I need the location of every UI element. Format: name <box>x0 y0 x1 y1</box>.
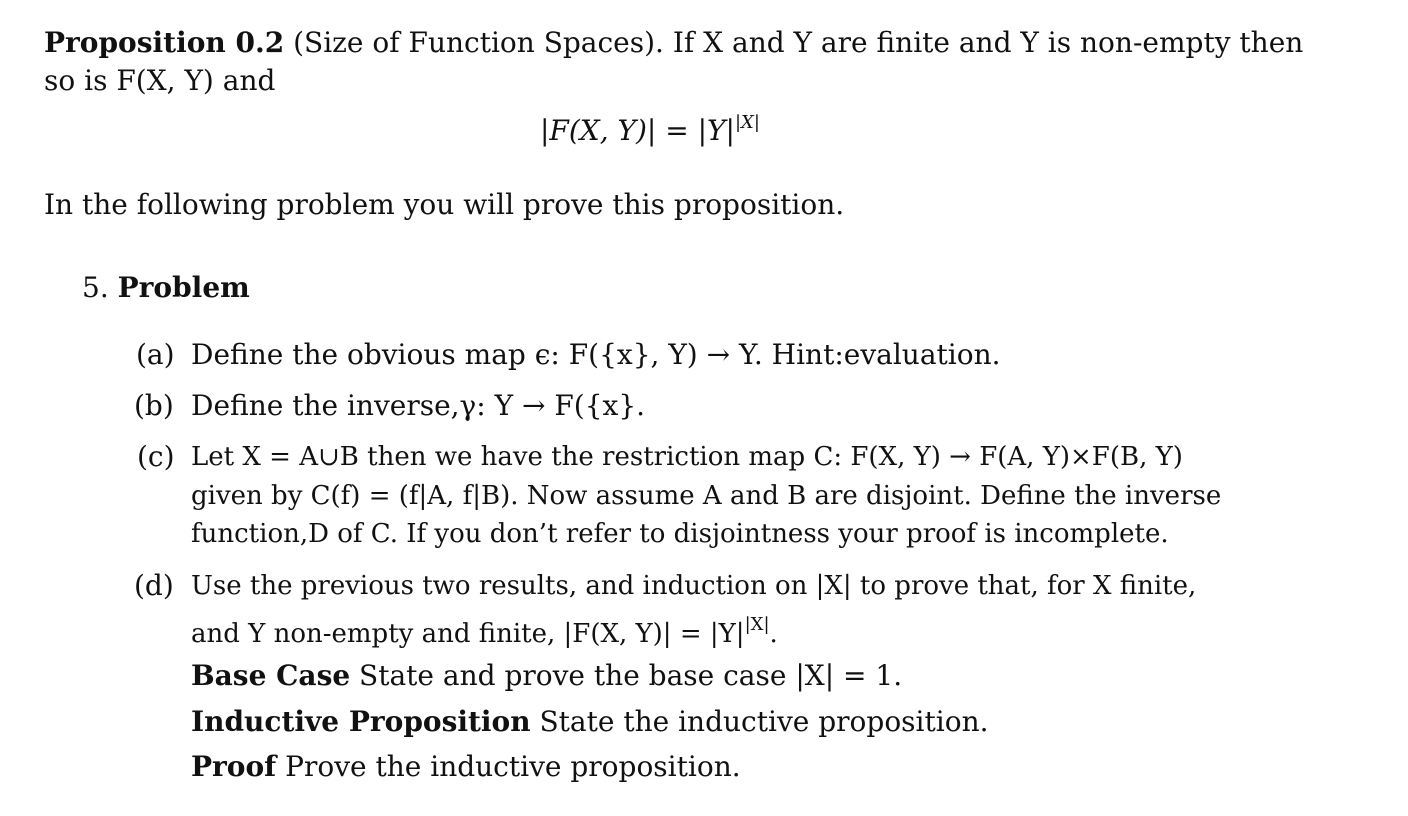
step-inductive-text: State the inductive proposition. <box>539 705 989 738</box>
step-inductive-proposition <box>191 703 989 741</box>
proposition-title: (Size of Function Spaces). <box>293 26 664 59</box>
proposition-label: Proposition 0.2 <box>44 26 285 59</box>
intro-text: In the following problem you will prove this proposition. <box>44 188 845 221</box>
part-d-label: (d) <box>134 569 174 602</box>
step-inductive-term: Inductive Proposition <box>191 705 531 738</box>
step-base-case <box>191 657 902 695</box>
problem-number: 5. <box>82 271 109 304</box>
part-d-line-2 <box>191 606 778 653</box>
part-d-exponent: |X| <box>744 614 770 635</box>
problem-title: Problem <box>117 271 250 304</box>
part-a-line-1: Define the obvious map ϵ: F({x}, Y) → Y. Hint:evaluation. <box>191 338 1001 371</box>
part-c-line-1: Let X = A∪B then we have the restriction map C: F(X, Y) → F(A, Y)×F(B, Y) <box>191 442 1183 472</box>
proposition-line1-text: If X and Y are finite and Y is non-empty then <box>663 26 1304 59</box>
part-c-line-3: function,D of C. If you don’t refer to disjointness your proof is incomplete. <box>191 519 1169 549</box>
part-c-line-2: given by C(f) = (f|A, f|B). Now assume A and B are disjoint. Define the inverse <box>191 481 1222 511</box>
part-d-line-2-text: and Y non-empty and finite, |F(X, Y)| = |Y| <box>191 619 745 649</box>
part-a-label: (a) <box>136 338 175 371</box>
step-proof-term: Proof <box>191 750 277 783</box>
part-d-line-1: Use the previous two results, and induction on |X| to prove that, for X finite, <box>191 571 1197 601</box>
step-proof <box>191 748 741 786</box>
proposition-formula <box>540 104 760 150</box>
step-base-case-term: Base Case <box>191 659 351 692</box>
step-proof-text: Prove the inductive proposition. <box>285 750 741 783</box>
part-d-period: . <box>769 619 778 649</box>
problem-heading <box>82 269 250 307</box>
step-base-case-text: State and prove the base case |X| = 1. <box>359 659 903 692</box>
part-b-label: (b) <box>134 389 174 422</box>
proposition-line-1 <box>44 24 1303 62</box>
formula-text: |F(X, Y)| = |Y| <box>540 114 735 147</box>
proposition-line-2: so is F(X, Y) and <box>44 64 276 97</box>
part-c-label: (c) <box>137 440 175 473</box>
formula-exponent: |X| <box>734 112 760 133</box>
part-b-line-1: Define the inverse,γ: Y → F({x}. <box>191 389 646 422</box>
